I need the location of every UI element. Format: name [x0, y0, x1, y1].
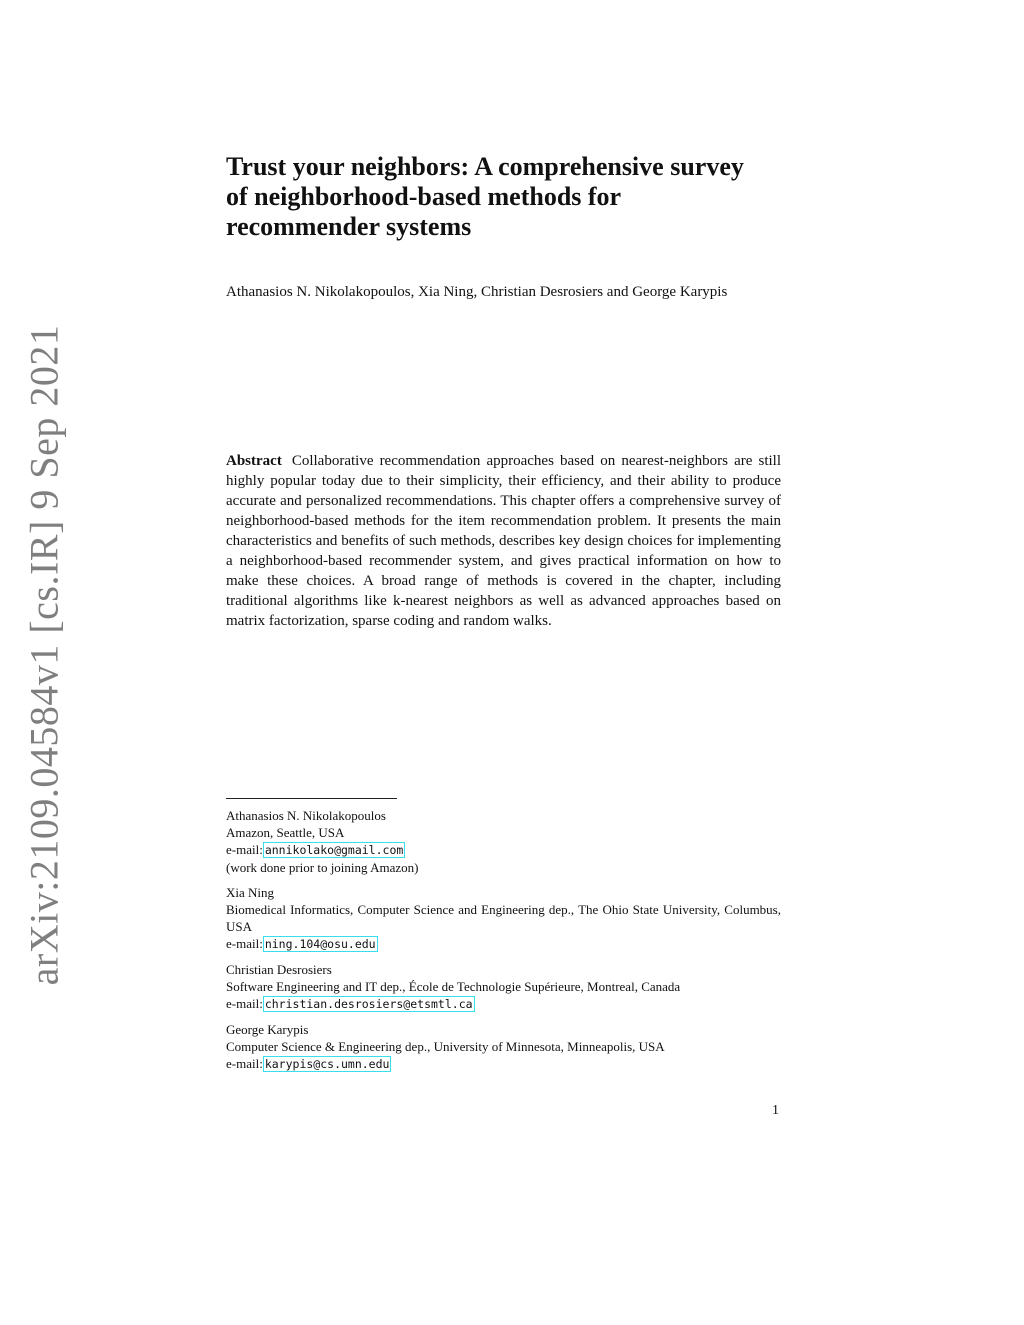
author-affiliations — [226, 807, 781, 1081]
email-link[interactable]: christian.desrosiers@etsmtl.ca — [264, 997, 473, 1011]
email-link[interactable]: ning.104@osu.edu — [264, 937, 376, 951]
affiliation-institution: Software Engineering and IT dep., École de Technologie Supérieure, Montreal, Canada — [226, 979, 681, 994]
affiliation-institution: Computer Science & Engineering dep., University of Minnesota, Minneapolis, USA — [226, 1039, 665, 1054]
email-label: e-mail: — [226, 996, 263, 1011]
affiliation-block — [226, 807, 781, 876]
title-line: Trust your neighbors: A comprehensive survey — [226, 152, 744, 181]
affiliation-author-name: Christian Desrosiers — [226, 962, 332, 977]
email-line — [226, 935, 781, 953]
affiliation-author-name: Athanasios N. Nikolakopoulos — [226, 808, 386, 823]
affiliation-institution: Biomedical Informatics, Computer Science and Engineering dep., The Ohio State University, Columbus, USA — [226, 902, 781, 934]
email-line — [226, 1055, 781, 1073]
affiliation-block — [226, 1021, 781, 1073]
email-label: e-mail: — [226, 1056, 263, 1071]
page-number: 1 — [772, 1103, 779, 1118]
email-label: e-mail: — [226, 936, 263, 951]
affiliation-author-name: Xia Ning — [226, 885, 275, 900]
affiliation-author-name: George Karypis — [226, 1022, 309, 1037]
title-line: of neighborhood-based methods for — [226, 182, 622, 211]
abstract-text: Collaborative recommendation approaches based on nearest-neighbors are still highly popular today due to their simplicity, their efficiency, and their ability to produce accurate and personalized recommendations. This chapter offers a comprehensive survey of neighborhood-based methods for the item recommendation problem. It presents the main characteristics and benefits of such methods, describes key design choices for implementing a neighborhood-based recommender system, and gives practical information on how to make these choices. A broad range of methods is covered in the chapter, including traditional algorithms like k-nearest neighbors as well as advanced approaches based on matrix factorization, sparse coding and random walks. — [226, 453, 781, 629]
affiliation-block — [226, 884, 781, 953]
email-line — [226, 995, 781, 1013]
title-line: recommender systems — [226, 212, 472, 241]
email-link[interactable]: karypis@cs.umn.edu — [264, 1057, 390, 1071]
affiliation-block — [226, 961, 781, 1013]
email-link[interactable]: annikolako@gmail.com — [264, 843, 404, 857]
email-label: e-mail: — [226, 842, 263, 857]
affiliation-note: (work done prior to joining Amazon) — [226, 860, 419, 875]
affiliation-institution: Amazon, Seattle, USA — [226, 825, 345, 840]
email-line — [226, 841, 781, 859]
footnote-divider — [226, 798, 397, 799]
abstract-label: Abstract — [226, 453, 282, 469]
abstract — [226, 451, 781, 631]
author-list: Athanasios N. Nikolakopoulos, Xia Ning, Christian Desrosiers and George Karypis — [226, 284, 728, 300]
arxiv-identifier-stamp: arXiv:2109.04584v1 [cs.IR] 9 Sep 2021 — [21, 324, 67, 986]
paper-title — [226, 152, 786, 242]
